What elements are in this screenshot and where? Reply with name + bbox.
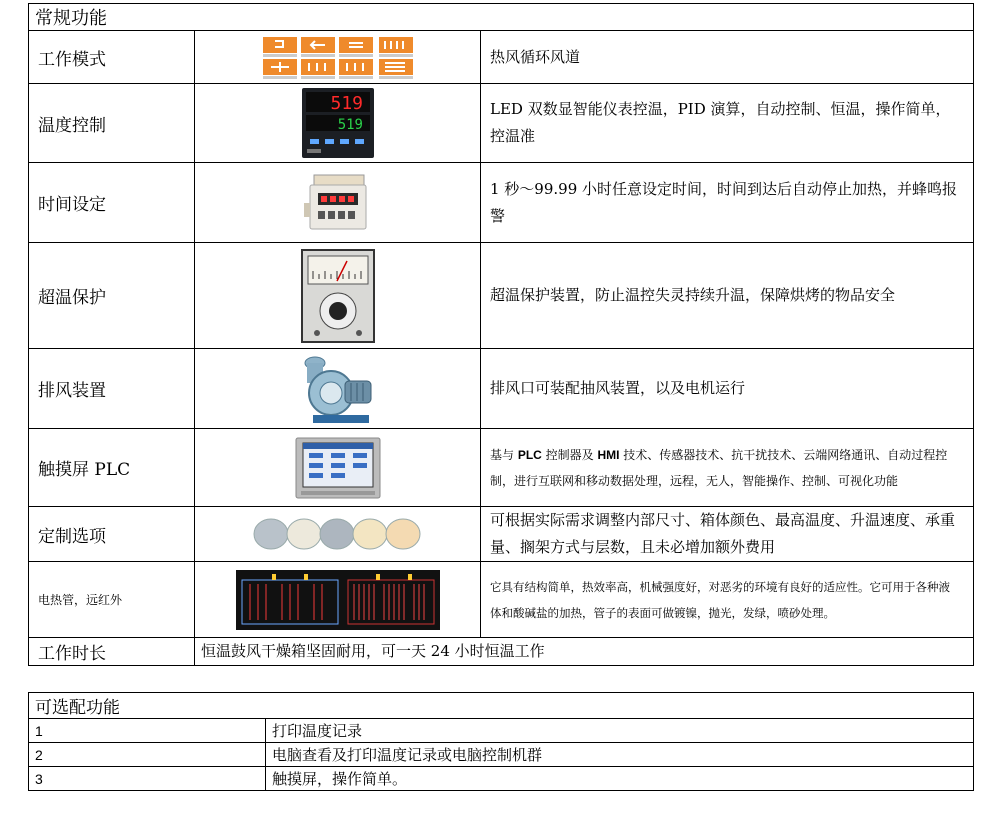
row-label: 工作时长	[29, 638, 195, 666]
row-description: 热风循环风道	[481, 31, 974, 84]
dial-thermostat-image	[195, 243, 481, 349]
touch-screen-icon	[295, 437, 381, 499]
color-swatch	[320, 519, 354, 549]
option-description: 触摸屏，操作简单。	[266, 767, 974, 791]
row-description: 可根据实际需求调整内部尺寸、箱体颜色、最高温度、升温速度、承重量、搁架方式与层数，且未必增加额外费用	[481, 507, 974, 562]
table-row	[29, 562, 974, 638]
row-label: 定制选项	[29, 507, 195, 562]
dial-thermostat-icon	[301, 249, 375, 343]
display-top: 519	[329, 93, 363, 114]
color-swatches	[253, 516, 423, 552]
standard-features-table	[28, 3, 974, 666]
row-description: 它具有结构简单，热效率高，机械强度好，对恶劣的环境有良好的适应性。它可用于各种液体和酸碱盐的加热，管子的表面可做镀镍，抛光，发绿，喷砂处理。	[481, 562, 974, 638]
color-swatch	[287, 519, 321, 549]
color-swatches-image	[195, 507, 481, 562]
display-bottom: 519	[337, 117, 363, 133]
table-row	[29, 429, 974, 507]
row-label: 电热管，远红外	[29, 562, 195, 638]
touch-screen-panel-image	[195, 429, 481, 507]
work-mode-icons	[195, 31, 481, 84]
desc-part: 技术、传感器技术、抗干扰技术、云端网络通讯、自动过程控制，进行互联网和移动数据处理，远程，无人，智能操作、控制、可视化功能	[490, 447, 948, 488]
option-number: 3	[29, 767, 266, 791]
timer-relay-icon	[304, 173, 372, 233]
option-number: 1	[29, 719, 266, 743]
table-row	[29, 638, 974, 666]
timer-relay-image	[195, 163, 481, 243]
row-label: 时间设定	[29, 163, 195, 243]
table-row	[29, 163, 974, 243]
row-label: 温度控制	[29, 84, 195, 163]
color-swatch	[353, 519, 387, 549]
temperature-controller-icon	[301, 87, 375, 159]
option-description: 电脑查看及打印温度记录或电脑控制机群	[266, 743, 974, 767]
row-description: LED 双数显智能仪表控温，PID 演算，自动控制、恒温，操作简单，控温准	[481, 84, 974, 163]
exhaust-blower-icon	[301, 351, 375, 427]
row-label: 触摸屏 PLC	[29, 429, 195, 507]
desc-part: 基与	[490, 447, 518, 462]
table-row	[29, 243, 974, 349]
row-description: 恒温鼓风干燥箱坚固耐用，可一天 24 小时恒温工作	[195, 638, 974, 666]
row-label: 工作模式	[29, 31, 195, 84]
optional-features-header: 可选配功能	[29, 693, 974, 719]
exhaust-blower-image	[195, 349, 481, 429]
row-description: 1 秒～99.99 小时任意设定时间，时间到达后自动停止加热，并蜂鸣报警	[481, 163, 974, 243]
temperature-controller-image	[195, 84, 481, 163]
row-description: 排风口可装配抽风装置，以及电机运行	[481, 349, 974, 429]
table-row	[29, 743, 974, 767]
desc-bold-plc: PLC	[517, 447, 542, 462]
table-row	[29, 719, 974, 743]
row-label: 超温保护	[29, 243, 195, 349]
option-description: 打印温度记录	[266, 719, 974, 743]
option-number: 2	[29, 743, 266, 767]
work-mode-icon-grid	[261, 35, 415, 79]
heater-diagram-image	[195, 562, 481, 638]
row-label: 排风装置	[29, 349, 195, 429]
row-description: 超温保护装置，防止温控失灵持续升温，保障烘烤的物品安全	[481, 243, 974, 349]
row-description	[481, 429, 974, 507]
heater-diagram	[236, 570, 440, 630]
table-row	[29, 349, 974, 429]
desc-part: 控制器及	[541, 447, 598, 462]
color-swatch	[254, 519, 288, 549]
standard-features-header: 常规功能	[29, 4, 974, 31]
desc-bold-hmi: HMI	[597, 447, 620, 462]
optional-features-table	[28, 692, 974, 791]
table-row	[29, 767, 974, 791]
table-row	[29, 31, 974, 84]
table-row	[29, 507, 974, 562]
table-row	[29, 84, 974, 163]
color-swatch	[386, 519, 420, 549]
